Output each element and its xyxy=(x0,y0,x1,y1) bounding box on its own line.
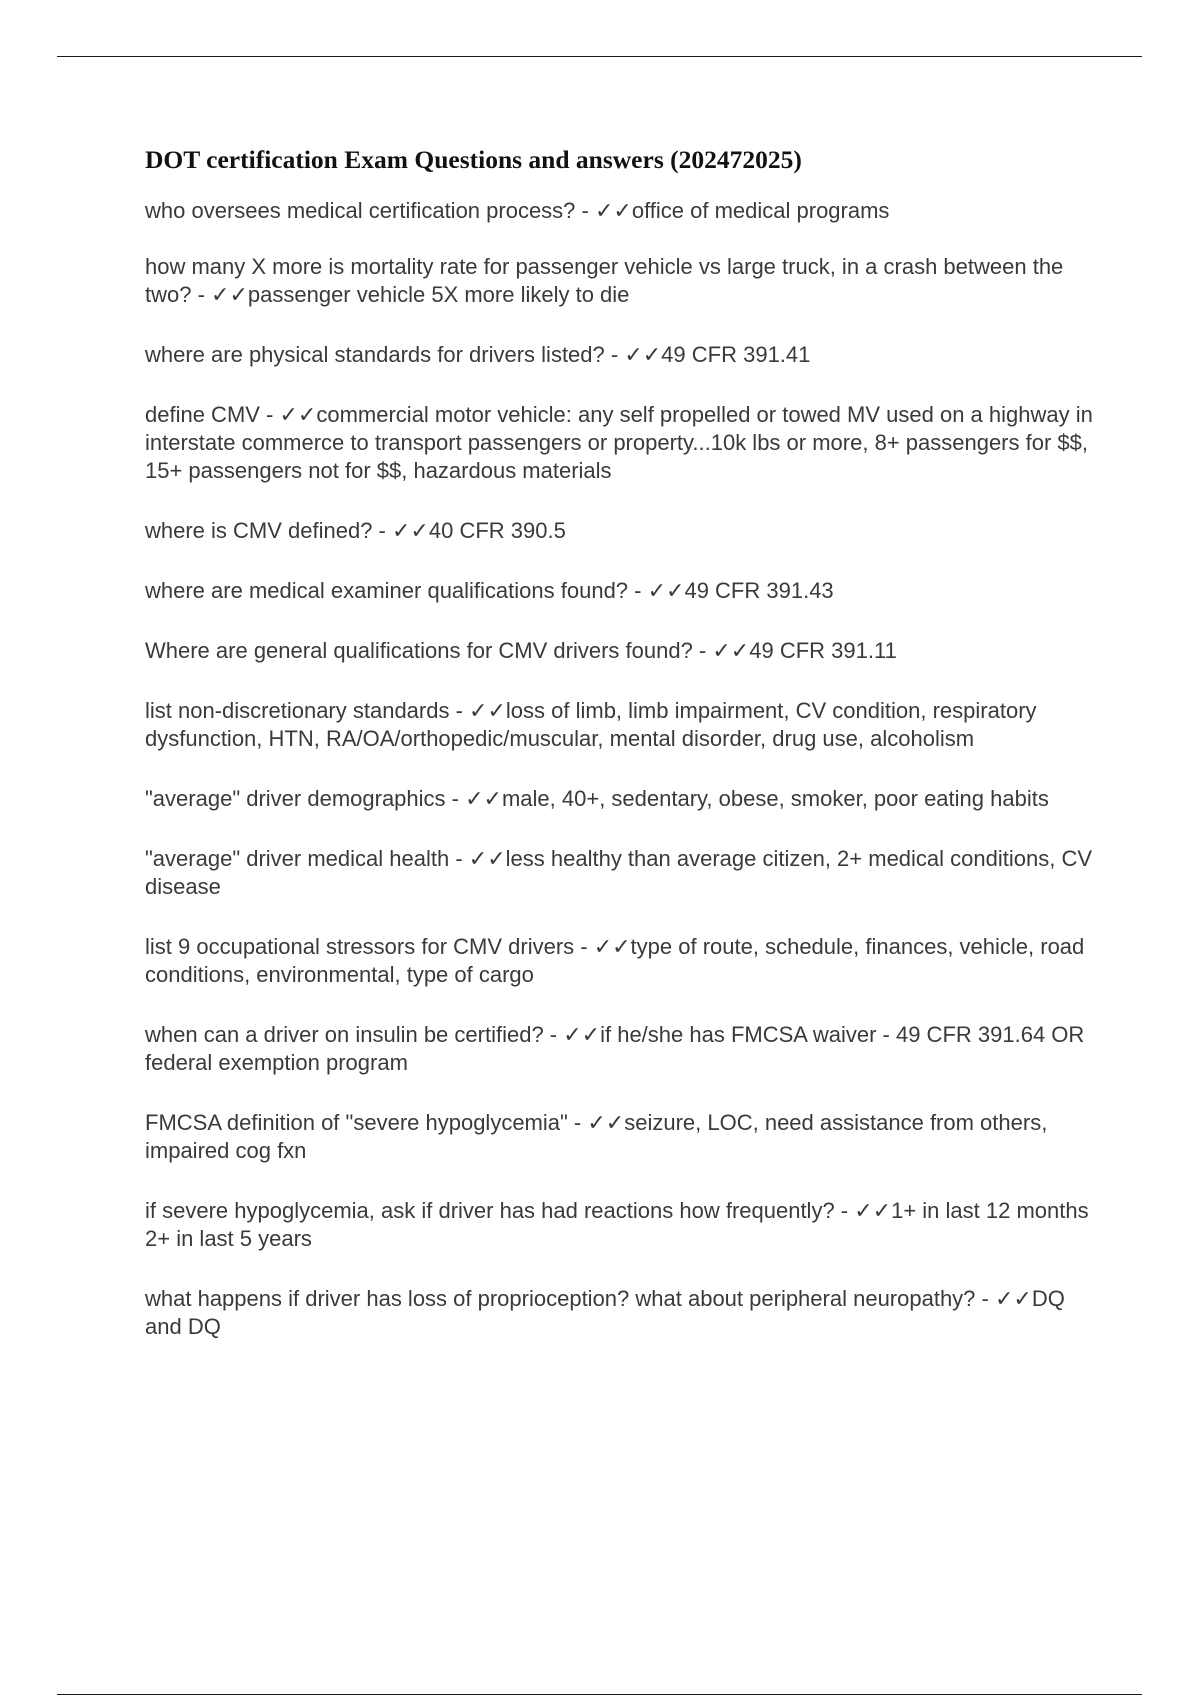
qa-item: where are physical standards for drivers listed? - ✓✓49 CFR 391.41 xyxy=(145,342,811,367)
qa-item: who oversees medical certification process? - ✓✓office of medical programs xyxy=(145,198,890,223)
qa-item: where is CMV defined? - ✓✓40 CFR 390.5 xyxy=(145,518,566,543)
qa-item: "average" driver medical health - ✓✓less healthy than average citizen, 2+ medical conditions, CV disease xyxy=(145,846,1093,899)
qa-item: how many X more is mortality rate for passenger vehicle vs large truck, in a crash between the two? - ✓✓passenger vehicle 5X more likely to die xyxy=(145,254,1064,307)
qa-item: define CMV - ✓✓commercial motor vehicle: any self propelled or towed MV used on a highway in interstate commerce to transport passengers or property...10k lbs or more, 8+ passengers for $$, 15+ passengers not for $$, hazardous materials xyxy=(145,402,1093,483)
qa-item: Where are general qualifications for CMV drivers found? - ✓✓49 CFR 391.11 xyxy=(145,638,897,663)
qa-item: where are medical examiner qualifications found? - ✓✓49 CFR 391.43 xyxy=(145,578,834,603)
qa-item: list 9 occupational stressors for CMV drivers - ✓✓type of route, schedule, finances, vehicle, road conditions, environmental, type of cargo xyxy=(145,934,1085,987)
qa-item: FMCSA definition of "severe hypoglycemia" - ✓✓seizure, LOC, need assistance from others, impaired cog fxn xyxy=(145,1110,1048,1163)
qa-item: list non-discretionary standards - ✓✓loss of limb, limb impairment, CV condition, respiratory dysfunction, HTN, RA/OA/orthopedic/muscular, mental disorder, drug use, alcoholism xyxy=(145,698,1037,751)
qa-item: what happens if driver has loss of proprioception? what about peripheral neuropathy? - ✓✓DQ and DQ xyxy=(145,1286,1065,1339)
document-title: DOT certification Exam Questions and answers (202472025) xyxy=(145,145,802,174)
header-divider xyxy=(57,56,1142,57)
document-body xyxy=(145,143,1095,1373)
qa-item: if severe hypoglycemia, ask if driver has had reactions how frequently? - ✓✓1+ in last 12 months 2+ in last 5 years xyxy=(145,1198,1089,1251)
footer-divider xyxy=(57,1694,1142,1695)
qa-item: when can a driver on insulin be certified? - ✓✓if he/she has FMCSA waiver - 49 CFR 391.64 OR federal exemption program xyxy=(145,1022,1085,1075)
qa-item: "average" driver demographics - ✓✓male, 40+, sedentary, obese, smoker, poor eating habits xyxy=(145,786,1049,811)
